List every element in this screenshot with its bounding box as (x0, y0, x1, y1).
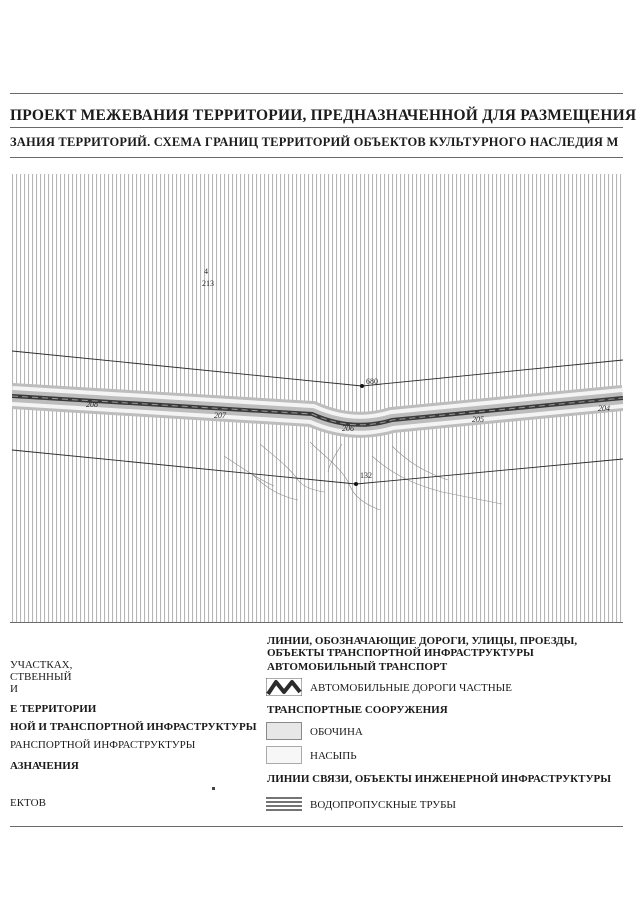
sheet-title: ПРОЕКТ МЕЖЕВАНИЯ ТЕРРИТОРИИ, ПРЕДНАЗНАЧЕННОЙ ДЛЯ РАЗМЕЩЕНИЯ (10, 107, 637, 124)
legend-heading-utilities: ЛИНИИ СВЯЗИ, ОБЪЕКТЫ ИНЖЕНЕРНОЙ ИНФРАСТРУКТУРЫ (267, 773, 612, 785)
legend-left-line-1: УЧАСТКАХ, (10, 659, 73, 671)
parcel-label-bottom: 213 (202, 279, 214, 288)
boundary-point-south-label: 132 (360, 471, 372, 480)
boundary-point-south-marker (354, 482, 358, 486)
header-rule-bottom (10, 157, 623, 158)
legend-left-line-5: НОЙ И ТРАНСПОРТНОЙ ИНФРАСТРУКТУРЫ (10, 721, 257, 733)
header-rule-middle (10, 127, 623, 128)
legend-heading-auto: АВТОМОБИЛЬНЫЙ ТРАНСПОРТ (267, 661, 448, 673)
sheet-subtitle: ЗАНИЯ ТЕРРИТОРИЙ. СХЕМА ГРАНИЦ ТЕРРИТОРИЙ ОБЪЕКТОВ КУЛЬТУРНОГО НАСЛЕДИЯ М (10, 135, 619, 149)
embankment-swatch (266, 746, 302, 764)
legend-embankment-label: НАСЫПЬ (310, 750, 357, 762)
shoulder-swatch (266, 722, 302, 740)
legend-left-line-6: РАНСПОРТНОЙ ИНФРАСТРУКТУРЫ (10, 739, 196, 751)
legend-left-line-3: И (10, 683, 18, 695)
legend-shoulder-label: ОБОЧИНА (310, 726, 363, 738)
header-rule-top (10, 93, 623, 94)
legend-left-line-7: АЗНАЧЕНИЯ (10, 760, 79, 772)
boundary-point-north-label: 680 (366, 377, 378, 386)
chainage-label-207: 207 (214, 411, 226, 420)
cadastral-map[interactable] (12, 174, 623, 622)
chainage-label-208: 208 (86, 400, 98, 409)
legend-culverts-label: ВОДОПРОПУСКНЫЕ ТРУБЫ (310, 799, 456, 811)
chainage-label-204: 204 (598, 404, 610, 413)
culvert-swatch (266, 796, 302, 813)
legend-bottom-rule (10, 826, 623, 827)
legend-left-line-8: ЕКТОВ (10, 797, 46, 809)
boundary-point-north-marker (360, 384, 364, 388)
legend-small-mark (212, 787, 215, 790)
chainage-label-205: 205 (472, 415, 484, 424)
legend-heading-roads-1: ЛИНИИ, ОБОЗНАЧАЮЩИЕ ДОРОГИ, УЛИЦЫ, ПРОЕЗДЫ, (267, 635, 578, 647)
map-frame-bottom-rule (10, 622, 623, 623)
chainage-label-206: 206 (342, 424, 354, 433)
private-road-swatch (266, 678, 302, 696)
legend-left-line-4: Е ТЕРРИТОРИИ (10, 703, 97, 715)
parcel-label-top: 4 (204, 267, 208, 276)
legend-heading-structures: ТРАНСПОРТНЫЕ СООРУЖЕНИЯ (267, 704, 448, 716)
legend-left-line-2: СТВЕННЫЙ (10, 671, 72, 683)
legend-private-roads-label: АВТОМОБИЛЬНЫЕ ДОРОГИ ЧАСТНЫЕ (310, 682, 512, 694)
legend-heading-roads-2: ОБЪЕКТЫ ТРАНСПОРТНОЙ ИНФРАСТРУКТУРЫ (267, 647, 534, 659)
